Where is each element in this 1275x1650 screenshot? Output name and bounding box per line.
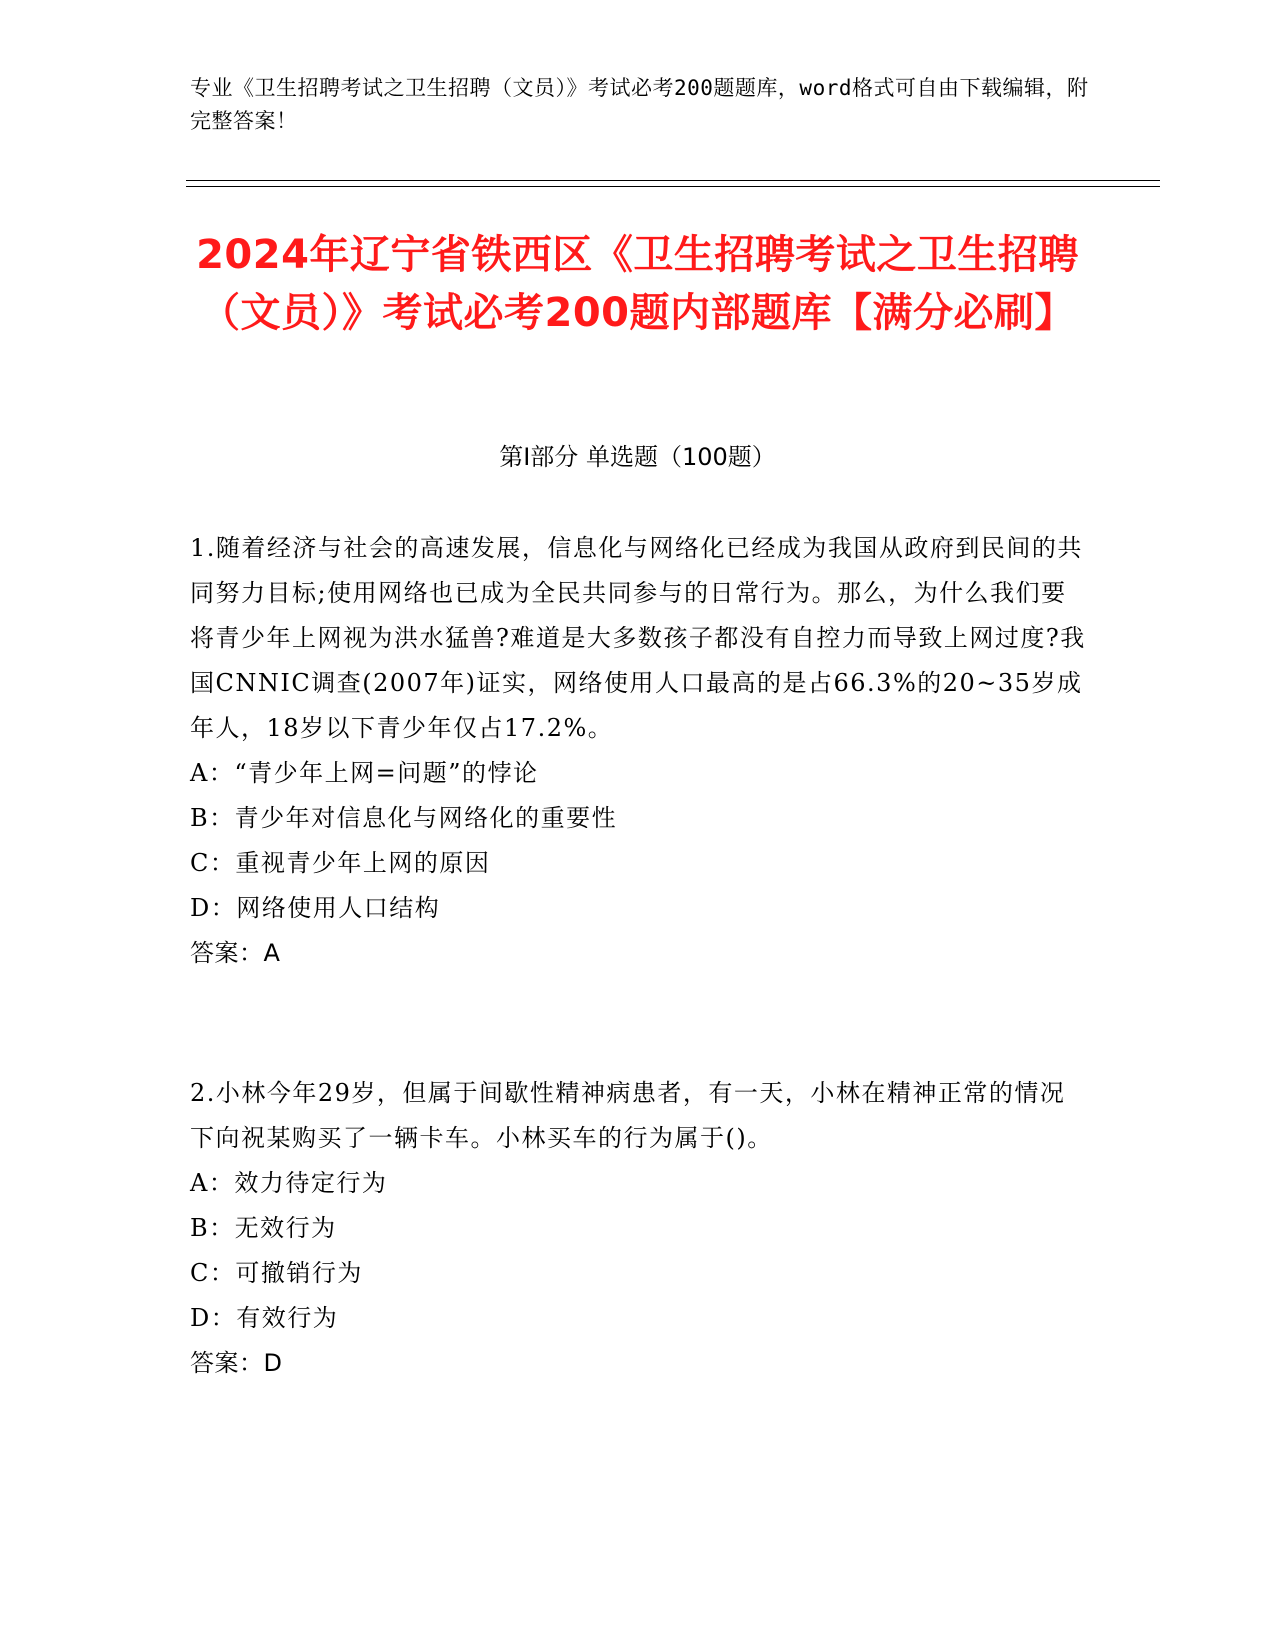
answer: 答案：A [190,939,281,967]
question-2 [190,1071,1090,1386]
option-b: B：无效行为 [190,1214,337,1242]
option-b: B：青少年对信息化与网络化的重要性 [190,804,618,832]
option-d: D：网络使用人口结构 [190,894,441,922]
answer: 答案：D [190,1349,283,1377]
question-stem: 2.小林今年29岁，但属于间歇性精神病患者，有一天，小林在精神正常的情况下向祝某购买了一辆卡车。小林买车的行为属于()。 [190,1079,1066,1152]
option-a: A：效力待定行为 [190,1169,388,1197]
header-divider-bottom [186,186,1160,187]
option-d: D：有效行为 [190,1304,339,1332]
option-a: A：“青少年上网=问题”的悖论 [190,759,539,787]
option-c: C：重视青少年上网的原因 [190,849,491,877]
header-divider-top [186,180,1160,181]
section-title: 第I部分 单选题（100题） [499,443,776,471]
header-note: 专业《卫生招聘考试之卫生招聘（文员）》考试必考200题题库，word格式可自由下载编辑，附完整答案！ [190,76,1089,133]
question-1 [190,526,1090,976]
option-c: C：可撤销行为 [190,1259,363,1287]
document-title: 2024年辽宁省铁西区《卫生招聘考试之卫生招聘（文员）》考试必考200题内部题库【满分必刷】 [196,232,1079,336]
question-stem: 1.随着经济与社会的高速发展，信息化与网络化已经成为我国从政府到民间的共同努力目标;使用网络也已成为全民共同参与的日常行为。那么，为什么我们要将青少年上网视为洪水猛兽?难道是大多数孩子都没有自控力而导致上网过度?我国CNNIC调查(2007年)证实，网络使用人口最高的是占66.3%的20~35岁成年人，18岁以下青少年仅占17.2%。 [190,534,1086,742]
